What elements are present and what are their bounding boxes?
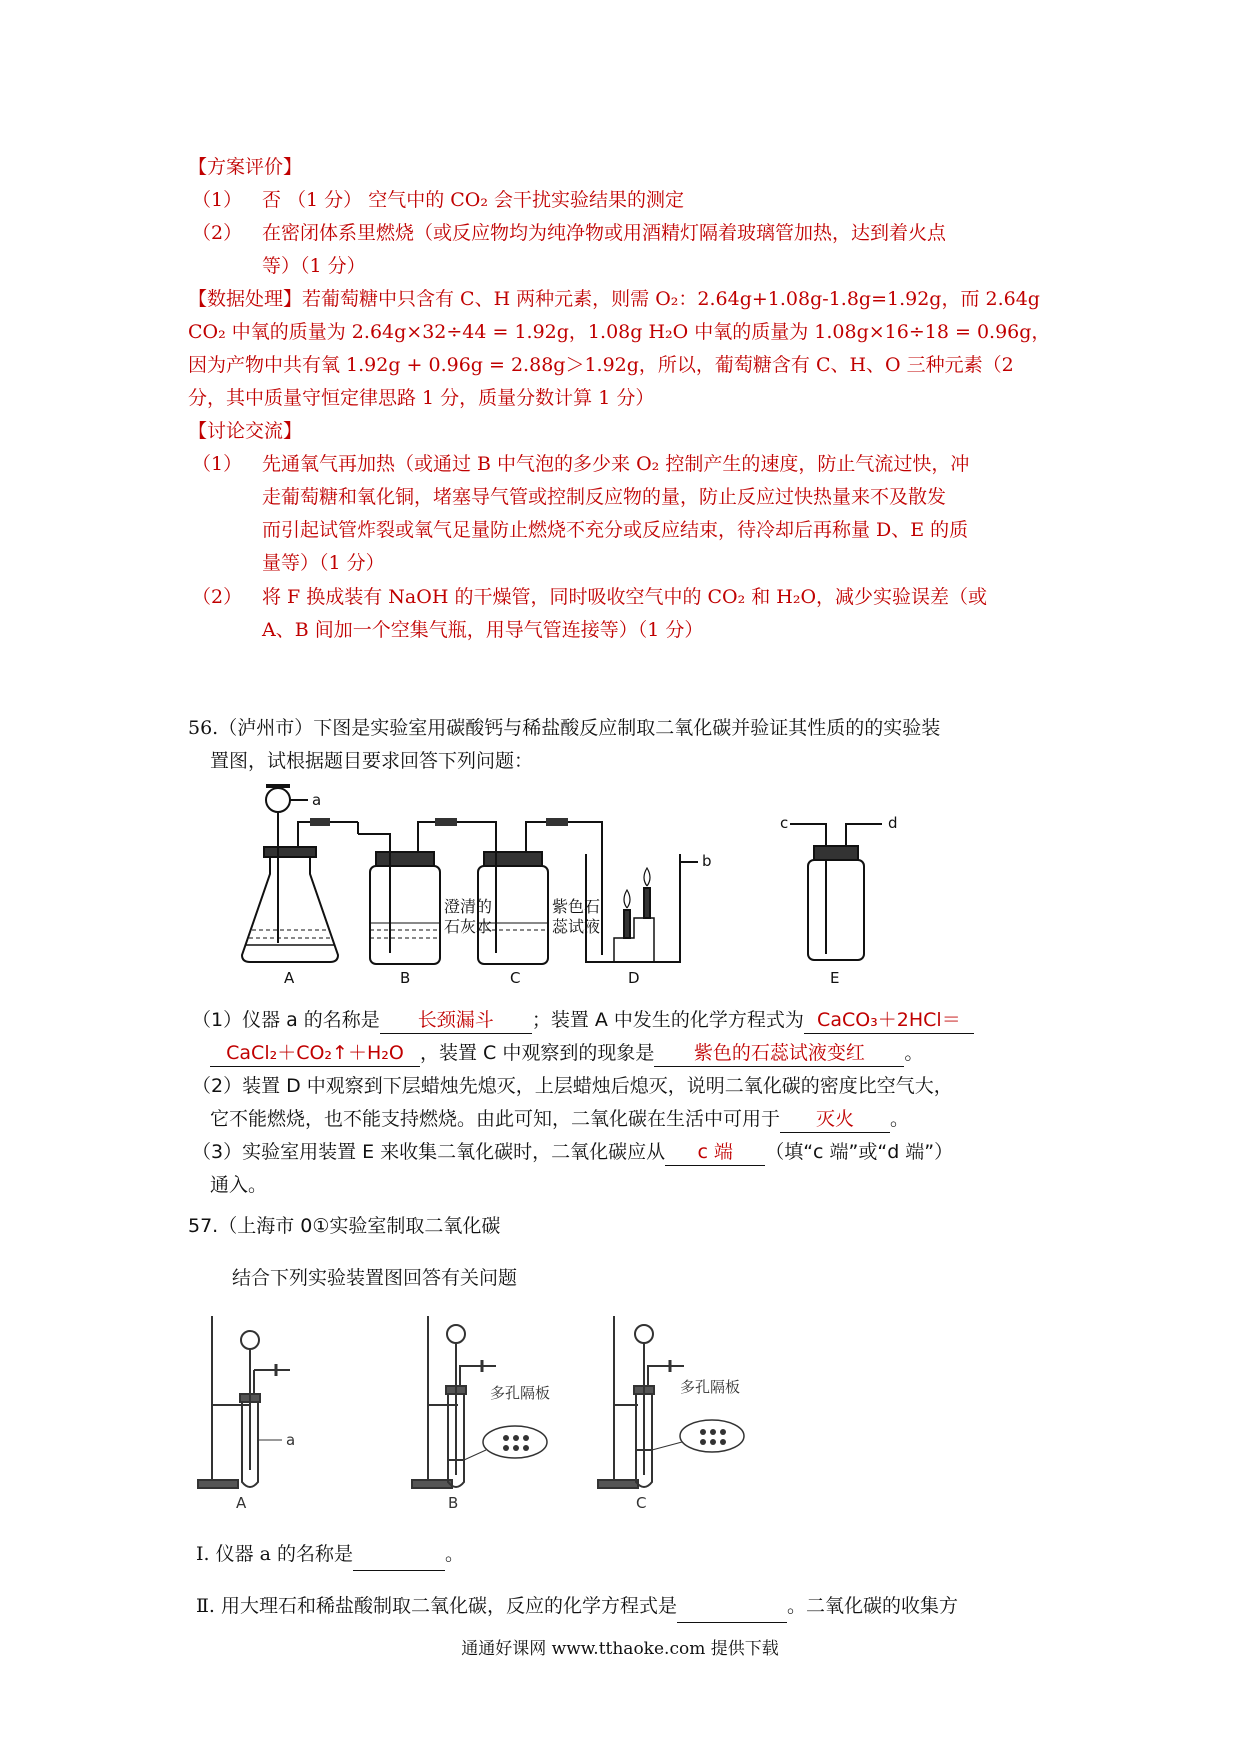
- q56-s3-line2: 通入。: [210, 1174, 268, 1196]
- eval-item2-line1: 在密闭体系里燃烧（或反应物均为纯净物或用酒精灯隔着玻璃管加热，达到着火点: [262, 222, 947, 244]
- bottle-E: [808, 860, 864, 960]
- discuss-item2-line1: 将 F 换成装有 NaOH 的干燥管，同时吸收空气中的 CO₂ 和 H₂O，减少实验误差（或: [262, 586, 988, 608]
- discuss-item1-line3: 而引起试管炸裂或氧气足量防止燃烧不充分或反应结束，待冷却后再称量 D、E 的质: [262, 519, 969, 541]
- q56-s1-line1: （1）仪器 a 的名称是 长颈漏斗 ；装置 A 中发生的化学方程式为 CaCO₃＋2HCl＝: [192, 1004, 974, 1036]
- label-a: a: [286, 1431, 296, 1449]
- beaker-D: [586, 854, 680, 962]
- bottle-C-text1: 紫色石: [552, 897, 601, 916]
- blank-II: [677, 1590, 787, 1623]
- q57-line1: 57.（上海市 0①实验室制取二氧化碳: [188, 1215, 501, 1237]
- eval-heading: 【方案评价】: [188, 156, 303, 178]
- plate-label-C: 多孔隔板: [680, 1378, 741, 1396]
- answer-phenomenon: 紫色的石蕊试液变红: [654, 1040, 904, 1067]
- page-footer: 通通好课网 www.tthaoke.com 提供下载: [461, 1639, 779, 1659]
- caption-D: D: [628, 969, 640, 987]
- q57-question-II: Ⅱ. 用大理石和稀盐酸制取二氧化碳，反应的化学方程式是 。二氧化碳的收集方: [196, 1590, 958, 1623]
- caption-A: A: [236, 1494, 247, 1510]
- caption-E: E: [830, 969, 840, 987]
- blank-I: [353, 1538, 445, 1571]
- eval-item2-line2: 等）（1 分）: [262, 255, 366, 277]
- discuss-item1-line1: 先通氧气再加热（或通过 B 中气泡的多少来 O₂ 控制产生的速度，防止气流过快，冲: [262, 453, 970, 475]
- eval-item2-num: （2）: [192, 222, 243, 244]
- answer-funnel: 长颈漏斗: [380, 1007, 532, 1034]
- stopper-A: [264, 847, 316, 857]
- bottle-B-text2: 石灰水: [444, 917, 493, 936]
- caption-B: B: [400, 969, 411, 987]
- funnel-bulb: [266, 788, 290, 812]
- q57-apparatus-figure: [190, 1310, 850, 1510]
- discuss-item1-line4: 量等）（1 分）: [262, 552, 385, 574]
- q57-line2: 结合下列实验装置图回答有关问题: [232, 1267, 518, 1289]
- answer-equation-part2: CaCl₂＋CO₂↑＋H₂O: [210, 1040, 420, 1067]
- label-b: b: [702, 852, 712, 870]
- label-c: c: [780, 814, 789, 832]
- answer-equation-part1: CaCO₃＋2HCl＝: [804, 1007, 974, 1034]
- q57-question-I: Ⅰ. 仪器 a 的名称是 。: [196, 1538, 464, 1571]
- discuss-item1-num: （1）: [192, 453, 243, 475]
- data-line2: CO₂ 中氧的质量为 2.64g×32÷44 = 1.92g，1.08g H₂O 中氧的质量为 1.08g×16÷18 = 0.96g，: [188, 321, 1051, 343]
- label-a: a: [312, 791, 322, 809]
- data-line4: 分，其中质量守恒定律思路 1 分，质量分数计算 1 分）: [188, 387, 655, 409]
- bottle-B-text1: 澄清的: [444, 897, 493, 916]
- caption-C: C: [636, 1494, 647, 1510]
- discuss-item1-line2: 走葡萄糖和氧化铜，堵塞导气管或控制反应物的量，防止反应过快热量来不及散发: [262, 486, 947, 508]
- data-line1: 【数据处理】若葡萄糖中只含有 C、H 两种元素，则需 O₂：2.64g+1.08g-1.8g=1.92g，而 2.64g: [188, 288, 1040, 310]
- q56-s3-line1: （3）实验室用装置 E 来收集二氧化碳时，二氧化碳应从 c 端 （填“c 端”或“d 端”）: [192, 1136, 953, 1168]
- answer-use: 灭火: [780, 1106, 890, 1133]
- answer-inlet: c 端: [665, 1139, 765, 1166]
- q56-s1-line2: CaCl₂＋CO₂↑＋H₂O ，装置 C 中观察到的现象是 紫色的石蕊试液变红 。: [210, 1037, 923, 1069]
- bottle-B: [370, 866, 440, 964]
- q56-line1: 56.（泸州市）下图是实验室用碳酸钙与稀盐酸反应制取二氧化碳并验证其性质的的实验装: [188, 717, 941, 739]
- discuss-item2-num: （2）: [192, 586, 243, 608]
- discuss-heading: 【讨论交流】: [188, 420, 303, 442]
- q56-apparatus-figure: [230, 778, 1030, 990]
- bottle-C-text2: 蕊试液: [552, 917, 601, 936]
- discuss-item2-line2: A、B 间加一个空集气瓶，用导气管连接等）（1 分）: [262, 619, 704, 641]
- caption-A: A: [284, 969, 295, 987]
- caption-B: B: [448, 1494, 459, 1510]
- data-line3: 因为产物中共有氧 1.92g + 0.96g = 2.88g＞1.92g，所以，葡萄糖含有 C、H、O 三种元素（2: [188, 354, 1014, 376]
- q56-line2: 置图，试根据题目要求回答下列问题：: [210, 750, 534, 772]
- eval-item1-text: 否 （1 分） 空气中的 CO₂ 会干扰实验结果的测定: [262, 189, 685, 211]
- q56-s2-line1: （2）装置 D 中观察到下层蜡烛先熄灭，上层蜡烛后熄灭，说明二氧化碳的密度比空气大，: [192, 1075, 953, 1097]
- q56-s2-line2: 它不能燃烧，也不能支持燃烧。由此可知，二氧化碳在生活中可用于 灭火 。: [210, 1103, 909, 1135]
- label-d: d: [888, 814, 898, 832]
- caption-C: C: [510, 969, 521, 987]
- plate-label-B: 多孔隔板: [490, 1384, 551, 1402]
- eval-item1-num: （1）: [192, 189, 243, 211]
